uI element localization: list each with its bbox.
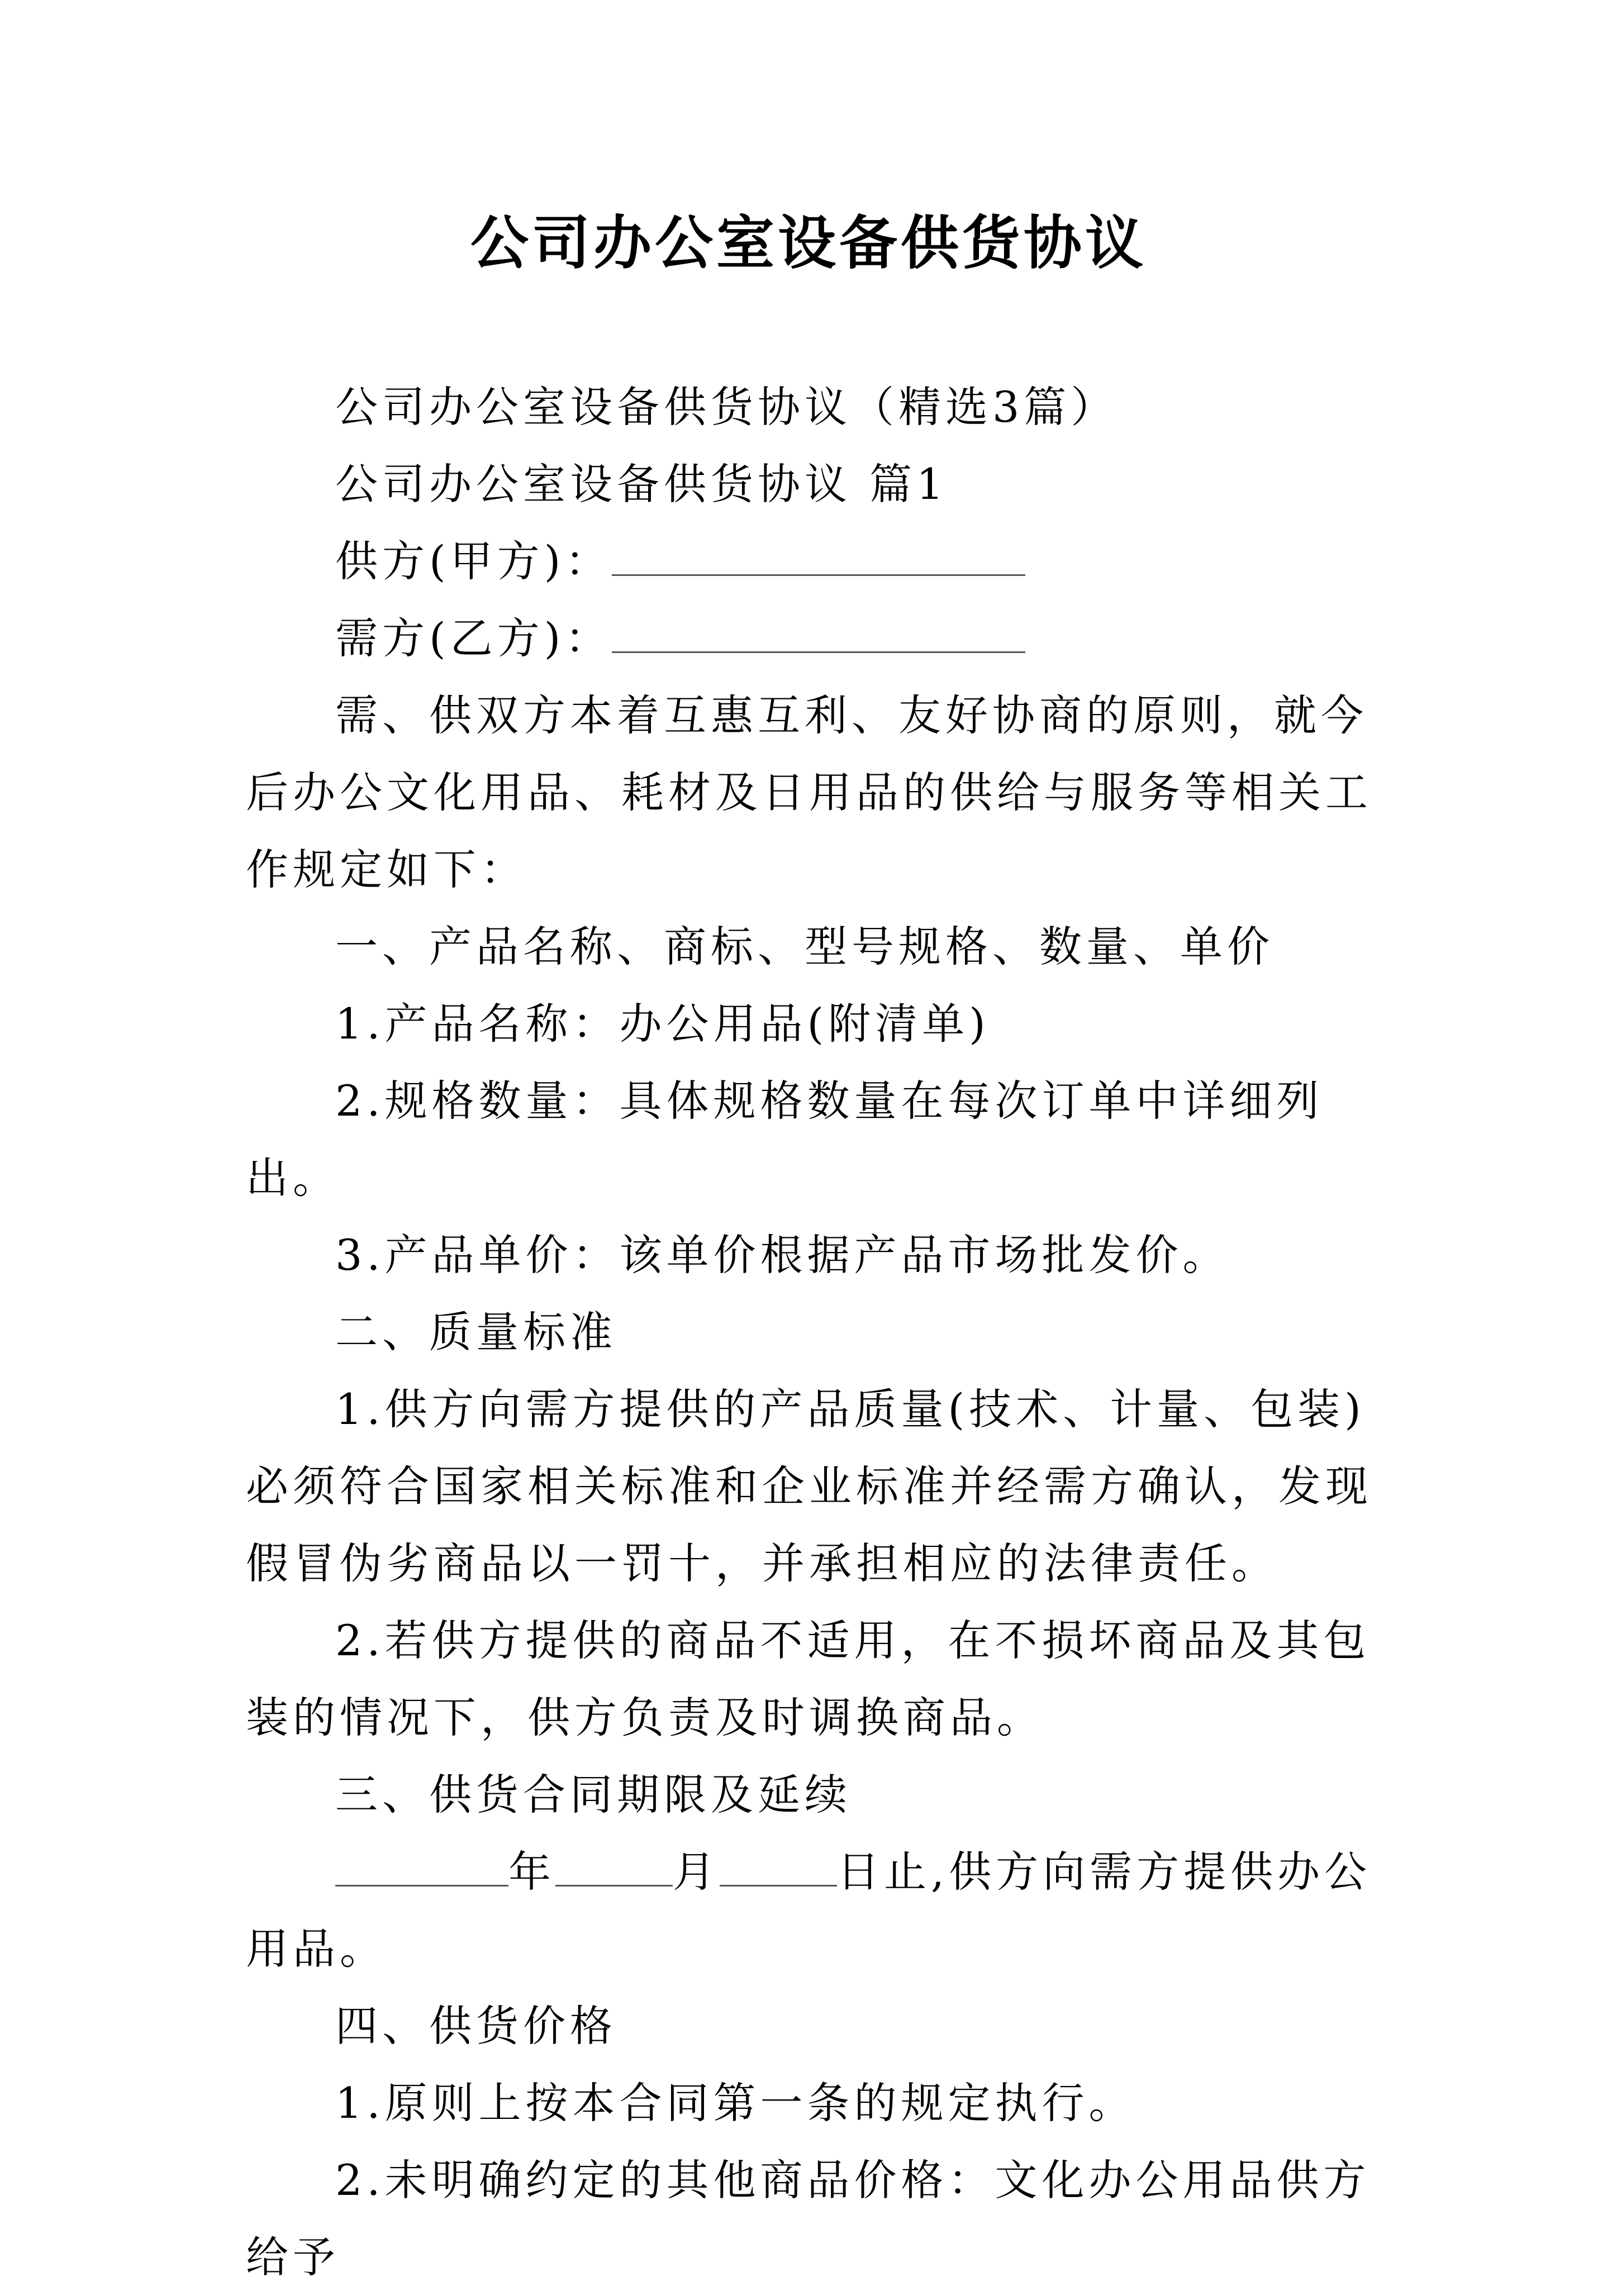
paragraph-clause-1-3: 3.产品单价：该单价根据产品市场批发价。	[335, 1230, 1230, 1280]
supplier-blank-line	[612, 535, 1025, 576]
supplier-label: 供方(甲方)：	[335, 536, 612, 586]
date-rest-text: 日止,供方向需方提供办公用品。	[246, 1847, 1372, 1974]
paragraph-clause-1-1: 1.产品名称：办公用品(附清单)	[335, 999, 990, 1049]
paragraph-clause-1-2: 2.规格数量：具体规格数量在每次订单中详细列出。	[246, 1076, 1324, 1203]
document-body	[246, 369, 1386, 2296]
paragraph-clause-4-heading: 四、供货价格	[335, 2001, 617, 2051]
buyer-blank-line	[612, 612, 1025, 653]
paragraph-subtitle: 公司办公室设备供货协议（精选3篇）	[335, 382, 1118, 432]
day-blank-line	[720, 1846, 837, 1887]
paragraph-clause-4-2: 2.未明确约定的其他商品价格：文化办公用品供方给予	[246, 2155, 1371, 2282]
paragraph-contract-date	[246, 1833, 1386, 1988]
paragraph-section-heading: 公司办公室设备供货协议 篇1	[335, 459, 948, 509]
paragraph-supplier	[246, 523, 1386, 600]
date-year-label: 年	[508, 1847, 555, 1897]
paragraph-clause-2-1: 1.供方向需方提供的产品质量(技术、计量、包装)必须符合国家相关标准和企业标准并经需方确认，发现假冒伪劣商品以一罚十，并承担相应的法律责任。	[246, 1384, 1372, 1588]
paragraph-clause-3-heading: 三、供货合同期限及延续	[335, 1770, 852, 1819]
paragraph-clause-2-heading: 二、质量标准	[335, 1307, 617, 1357]
month-blank-line	[555, 1846, 673, 1887]
paragraph-clause-2-2: 2.若供方提供的商品不适用，在不损坏商品及其包装的情况下，供方负责及时调换商品。	[246, 1616, 1371, 1742]
date-month-label: 月	[673, 1847, 720, 1897]
document-title: 公司办公室设备供货协议	[470, 208, 1147, 277]
year-blank-line	[335, 1846, 508, 1887]
paragraph-clause-1-heading: 一、产品名称、商标、型号规格、数量、单价	[335, 922, 1274, 971]
paragraph-clause-4-1: 1.原则上按本合同第一条的规定执行。	[335, 2078, 1136, 2128]
buyer-label: 需方(乙方)：	[335, 613, 612, 663]
paragraph-intro: 需、供双方本着互惠互利、友好协商的原则，就今后办公文化用品、耗材及日用品的供给与服务等相关工作规定如下：	[246, 690, 1372, 894]
paragraph-buyer	[246, 600, 1386, 677]
